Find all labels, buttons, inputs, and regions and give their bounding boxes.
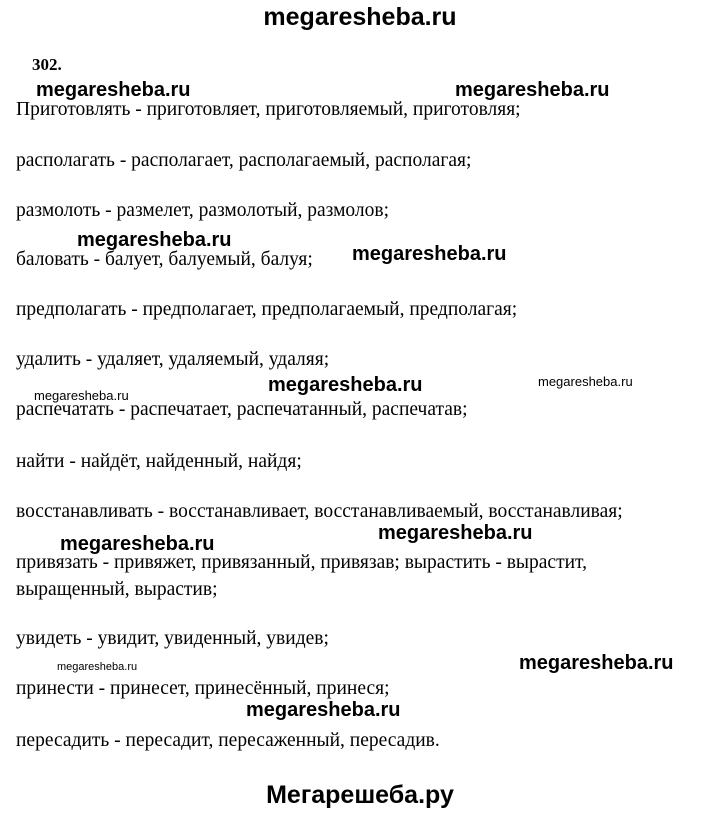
answer-line: удалить - удаляет, удаляемый, удаляя;: [16, 349, 330, 370]
watermark: megaresheba.ru: [246, 699, 401, 721]
answer-line: размолоть - размелет, размолотый, размолов;: [16, 200, 390, 221]
watermark: megaresheba.ru: [34, 388, 129, 403]
answer-line: пересадить - пересадит, пересаженный, пересадив.: [16, 730, 440, 751]
watermark: megaresheba.ru: [77, 229, 232, 251]
answer-line: привязать - привяжет, привязанный, привязав; вырастить - вырастит,: [16, 552, 587, 573]
answer-line: Приготовлять - приготовляет, приготовляемый, приготовляя;: [16, 99, 521, 120]
watermark: megaresheba.ru: [57, 661, 138, 673]
answer-line: располагать - располагает, располагаемый, располагая;: [16, 150, 472, 171]
answer-line: выращенный, вырастив;: [16, 579, 218, 600]
exercise-number: 302.: [32, 55, 62, 74]
answer-line: предполагать - предполагает, предполагаемый, предполагая;: [16, 299, 518, 320]
watermark: megaresheba.ru: [268, 374, 423, 396]
site-footer: Мегарешеба.ру: [266, 781, 454, 809]
watermark: megaresheba.ru: [519, 652, 674, 674]
watermark: megaresheba.ru: [538, 374, 633, 389]
answer-line: баловать - балует, балуемый, балуя;: [16, 249, 313, 270]
answer-line: найти - найдёт, найденный, найдя;: [16, 451, 302, 472]
answer-line: принести - принесет, принесённый, принеся;: [16, 678, 390, 699]
site-header: megaresheba.ru: [263, 3, 457, 31]
watermark: megaresheba.ru: [36, 79, 191, 101]
watermark: megaresheba.ru: [352, 243, 507, 265]
watermark: megaresheba.ru: [60, 533, 215, 555]
answer-line: увидеть - увидит, увиденный, увидев;: [16, 628, 329, 649]
watermark: megaresheba.ru: [378, 522, 533, 544]
answer-line: распечатать - распечатает, распечатанный, распечатав;: [16, 399, 468, 420]
watermark: megaresheba.ru: [455, 79, 610, 101]
answer-line: восстанавливать - восстанавливает, восстанавливаемый, восстанавливая;: [16, 501, 623, 522]
